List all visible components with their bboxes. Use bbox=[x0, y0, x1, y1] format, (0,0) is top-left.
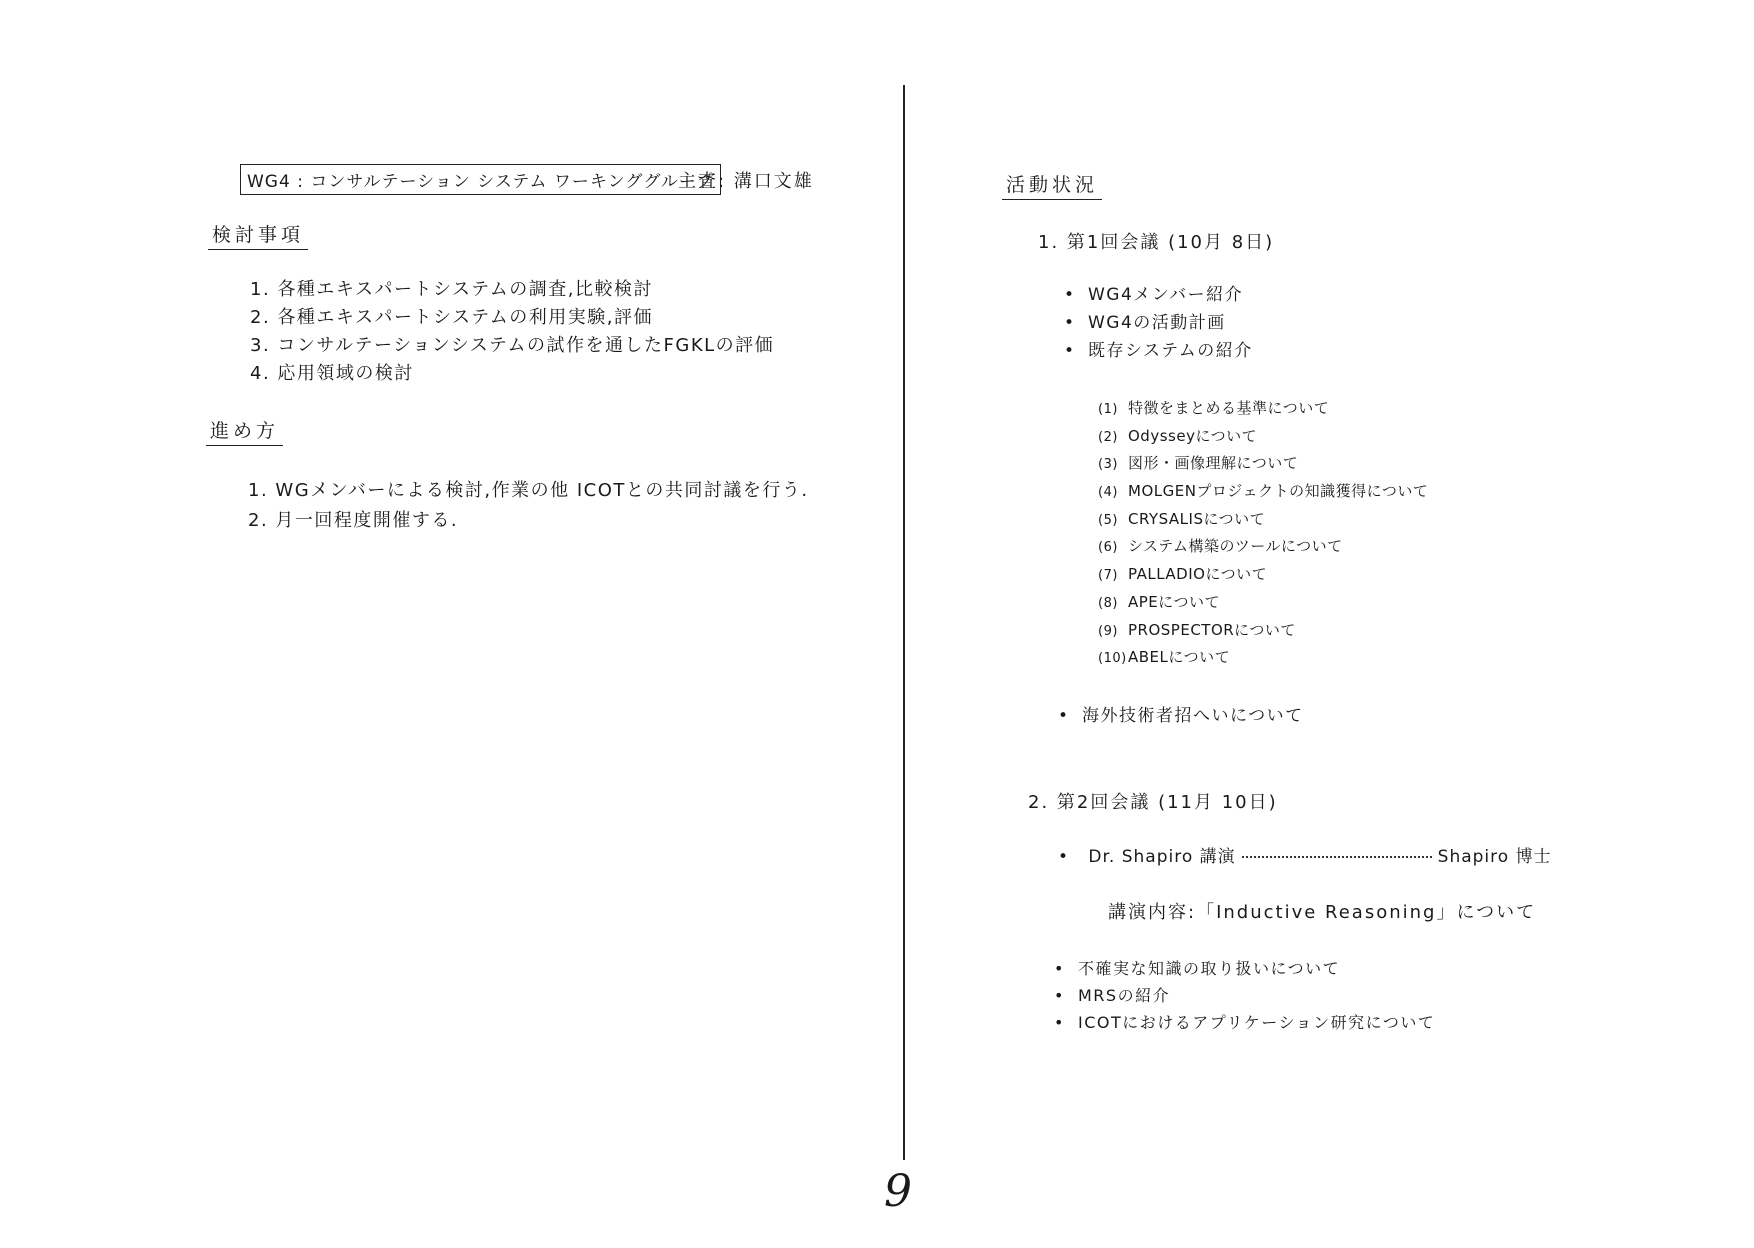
meeting2-title: 2. 第2回会議 (11月 10日) bbox=[1028, 792, 1278, 813]
lecturer-name: Shapiro 博士 bbox=[1437, 847, 1552, 867]
topics-heading: 検討事項 bbox=[208, 220, 308, 250]
list-item: 3. コンサルテーションシステムの試作を通したFGKLの評価 bbox=[250, 335, 775, 356]
list-item: 2. 各種エキスパートシステムの利用実験,評価 bbox=[250, 307, 653, 328]
list-item: (2) Odysseyについて bbox=[1098, 426, 1258, 445]
list-item: • 不確実な知識の取り扱いについて bbox=[1054, 955, 1435, 982]
lecture-line bbox=[1058, 842, 1552, 867]
lecture-title: Dr. Shapiro 講演 bbox=[1088, 847, 1236, 867]
existing-systems-list bbox=[1098, 395, 1428, 672]
list-item: (3) 図形・画像理解について bbox=[1098, 454, 1299, 473]
list-item: (7) PALLADIOについて bbox=[1098, 565, 1268, 584]
list-item: • 海外技術者招へいについて bbox=[1058, 702, 1304, 730]
list-item: (9) PROSPECTORについて bbox=[1098, 620, 1296, 639]
list-item: • 既存システムの紹介 bbox=[1064, 337, 1253, 365]
list-item: 4. 応用領域の検討 bbox=[250, 363, 414, 384]
topics-list bbox=[250, 276, 774, 388]
page-fold-divider bbox=[903, 85, 905, 1160]
meeting1-extra bbox=[1058, 702, 1304, 730]
method-list bbox=[248, 476, 809, 536]
wg-title-box: WG4 : コンサルテーション システム ワーキンググループ bbox=[240, 164, 721, 195]
list-item: 2. 月一回程度開催する. bbox=[248, 510, 459, 531]
list-item: • WG4メンバー紹介 bbox=[1064, 281, 1253, 309]
meeting2-items bbox=[1054, 955, 1435, 1036]
list-item: 1. 各種エキスパートシステムの調査,比較検討 bbox=[250, 279, 653, 300]
list-item: • ICOTにおけるアプリケーション研究について bbox=[1054, 1009, 1435, 1036]
list-item: • MRSの紹介 bbox=[1054, 982, 1435, 1009]
lecture-content: 講演内容:「Inductive Reasoning」について bbox=[1108, 902, 1537, 923]
list-item: (5) CRYSALISについて bbox=[1098, 509, 1266, 528]
meeting1-title: 1. 第1回会議 (10月 8日) bbox=[1038, 232, 1275, 253]
list-item: • WG4の活動計画 bbox=[1064, 309, 1253, 337]
dotted-leader bbox=[1242, 856, 1432, 858]
status-heading: 活動状況 bbox=[1002, 170, 1102, 200]
list-item: (6) システム構築のツールについて bbox=[1098, 537, 1343, 556]
list-item: (1) 特徴をまとめる基準について bbox=[1098, 399, 1330, 417]
meeting1-items bbox=[1064, 281, 1253, 365]
method-heading: 進め方 bbox=[206, 416, 283, 446]
chair-name: 主査: 溝口文雄 bbox=[678, 171, 814, 192]
list-item: 1. WGメンバーによる検討,作業の他 ICOTとの共同討議を行う. bbox=[248, 480, 809, 501]
list-item: (4) MOLGENプロジェクトの知識獲得について bbox=[1098, 482, 1429, 501]
list-item: (10)ABELについて bbox=[1098, 648, 1231, 667]
page-number: 9 bbox=[884, 1166, 912, 1217]
list-item: (8) APEについて bbox=[1098, 592, 1220, 611]
